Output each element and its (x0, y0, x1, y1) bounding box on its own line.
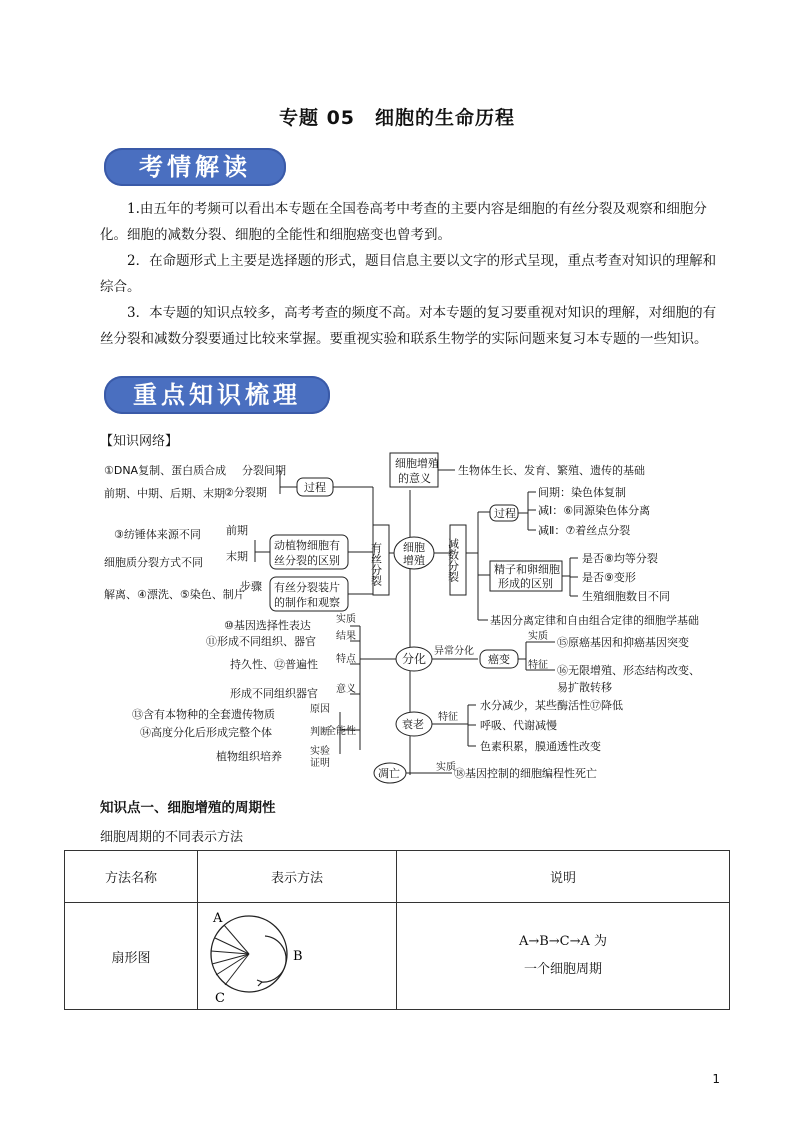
banner-key-knowledge: 重点知识梳理 (104, 376, 330, 414)
mm-meaning-text: 生物体生长、发育、繁殖、遗传的基础 (458, 464, 645, 477)
mm-right-r5: 是否⑨变形 (582, 571, 636, 584)
analysis-paragraphs (100, 196, 722, 352)
sector-diagram (199, 904, 395, 1004)
mm-ll-a6t: 判断 (310, 727, 330, 738)
mm-siwang: 凋亡 (378, 767, 400, 780)
row-description (397, 903, 730, 1010)
knowledge-network-diagram (100, 450, 740, 790)
mm-right-r9: ⑯无限增殖、形态结构改变、 (557, 664, 700, 677)
mm-ll-a4t: 意义 (336, 684, 356, 695)
mm-ll-a6: ⑭高度分化后形成完整个体 (140, 726, 272, 739)
mm-right-r13: 色素积累，膜通透性改变 (480, 740, 601, 753)
mm-core-2: 增殖 (403, 554, 425, 567)
mm-right-r1: 间期：染色体复制 (538, 486, 626, 499)
mm-left-l1: ①DNA复制、蛋白质合成 (104, 464, 227, 477)
mm-box-diff-1: 动植物细胞有 (274, 539, 340, 552)
mm-shuailao: 衰老 (402, 718, 424, 731)
mm-left-l2: 前期、中期、后期、末期 (104, 487, 225, 500)
mm-right-r12: 呼吸、代谢减慢 (480, 719, 557, 732)
mm-meaning-1: 细胞增殖 (395, 457, 439, 470)
mm-left-l4b: 末期 (226, 550, 248, 563)
mm-jian: 减数分裂 (446, 538, 460, 582)
mm-jz-2: 形成的区别 (498, 577, 553, 590)
mm-right-r11: 水分减少，某些酶活性⑰降低 (480, 699, 623, 712)
mm-shizhi2: 实质 (436, 762, 456, 773)
mm-ll-quan: 全能性 (326, 726, 356, 737)
mm-youbox: 有丝分裂 (369, 542, 383, 586)
mm-right-r8: ⑮原癌基因和抑癌基因突变 (557, 636, 689, 649)
mm-core-1: 细胞 (403, 541, 425, 554)
mm-aibian: 癌变 (488, 653, 510, 666)
label-a: A (213, 911, 223, 926)
desc-line-1: A→B→C→A 为 (518, 934, 608, 949)
mm-left-l3b: 前期 (226, 524, 248, 537)
mm-left-guocheng: 过程 (304, 481, 326, 494)
knowledge-point-1: 知识点一、细胞增殖的周期性 (100, 800, 276, 816)
mm-ll-a1t: 实质 (336, 614, 356, 625)
mm-tezheng: 特征 (528, 660, 548, 671)
paragraph-1: 1.由五年的考频可以看出本专题在全国卷高考中考查的主要内容是细胞的有丝分裂及观察和细胞分化。细胞的减数分裂、细胞的全能性和细胞癌变也曾考到。 (100, 201, 707, 243)
mm-ll-a4: 形成不同组织器官 (230, 687, 318, 700)
mm-left-l1b: 分裂间期 (242, 464, 286, 477)
knowledge-point-1-subtitle: 细胞周期的不同表示方法 (100, 830, 244, 845)
mm-ll-a2t: 结果 (336, 631, 356, 642)
paragraph-2: 2．在命题形式上主要是选择题的形式，题目信息主要以文字的形式呈现，重点考查对知识的理解和综合。 (100, 253, 717, 295)
mm-ll-a5t: 原因 (310, 704, 330, 715)
mm-left-l2b: ②分裂期 (224, 486, 267, 499)
mm-right-guocheng: 过程 (494, 507, 516, 520)
direction-arc (261, 936, 286, 982)
page-number: 1 (712, 1072, 720, 1086)
table-header-row (65, 851, 730, 903)
banner-exam-analysis: 考情解读 (104, 148, 286, 186)
row-representation (198, 903, 397, 1010)
mm-ll-a2: ⑪形成不同组织、器官 (206, 635, 316, 648)
table-row (65, 903, 730, 1010)
label-b: B (293, 949, 303, 964)
mm-left-l5b: 步骤 (240, 580, 262, 593)
row-method-name: 扇形图 (65, 903, 198, 1010)
mm-ll-a7: 植物组织培养 (216, 750, 282, 763)
mm-right-r2: 减Ⅰ：⑥同源染色体分离 (538, 504, 651, 517)
mm-right-r14: ⑱基因控制的细胞编程性死亡 (454, 767, 597, 780)
mm-left-l5: 解离、④漂洗、⑤染色、制片 (104, 588, 245, 601)
mm-jz-1: 精子和卵细胞 (494, 563, 560, 576)
network-label: 【知识网络】 (100, 434, 179, 449)
cell-cycle-table (64, 850, 730, 1010)
mm-left-l4: 细胞质分裂方式不同 (104, 556, 203, 569)
header-method-name: 方法名称 (65, 851, 198, 903)
header-description: 说明 (397, 851, 730, 903)
desc-line-2: 一个细胞周期 (523, 962, 602, 977)
header-representation: 表示方法 (198, 851, 397, 903)
mm-yichang: 异常分化 (434, 646, 474, 657)
mm-ll-a5: ⑬含有本物种的全套遗传物质 (132, 708, 275, 721)
mm-meaning-2: 的意义 (398, 472, 431, 485)
mm-box-exp-2: 的制作和观察 (274, 596, 340, 609)
mm-right-r6: 生殖细胞数目不同 (582, 590, 670, 603)
mm-box-diff-2: 丝分裂的区别 (274, 554, 340, 567)
label-c: C (215, 991, 225, 1004)
mm-ll-a3: 持久性、⑫普遍性 (230, 658, 318, 671)
mm-right-r7: 基因分离定律和自由组合定律的细胞学基础 (490, 614, 699, 627)
mm-right-r3: 减Ⅱ：⑦着丝点分裂 (538, 524, 631, 537)
mm-ll-a7t2: 证明 (310, 758, 330, 769)
mm-ll-a1: ⑩基因选择性表达 (224, 619, 311, 632)
mm-right-r4: 是否⑧均等分裂 (582, 552, 658, 565)
paragraph-3: 3．本专题的知识点较多，高考考查的频度不高。对本专题的复习要重视对知识的理解，对细胞的有丝分裂和减数分裂要通过比较来掌握。要重视实验和联系生物学的实际问题来复习本专题的一些知识。 (100, 305, 717, 347)
mm-ll-a7t1: 实验 (310, 746, 330, 757)
mm-right-r10: 易扩散转移 (557, 681, 612, 694)
mm-box-exp-1: 有丝分裂装片 (274, 581, 340, 594)
document-title: 专题 05 细胞的生命历程 (278, 107, 516, 129)
mm-fenhua: 分化 (402, 652, 427, 666)
arrow-icon (257, 980, 262, 986)
mm-left-l3: ③纺锤体来源不同 (114, 528, 201, 541)
mm-shizhi: 实质 (528, 631, 548, 642)
mm-tezheng2: 特征 (438, 712, 458, 723)
mm-ll-a3t: 特点 (336, 654, 356, 665)
